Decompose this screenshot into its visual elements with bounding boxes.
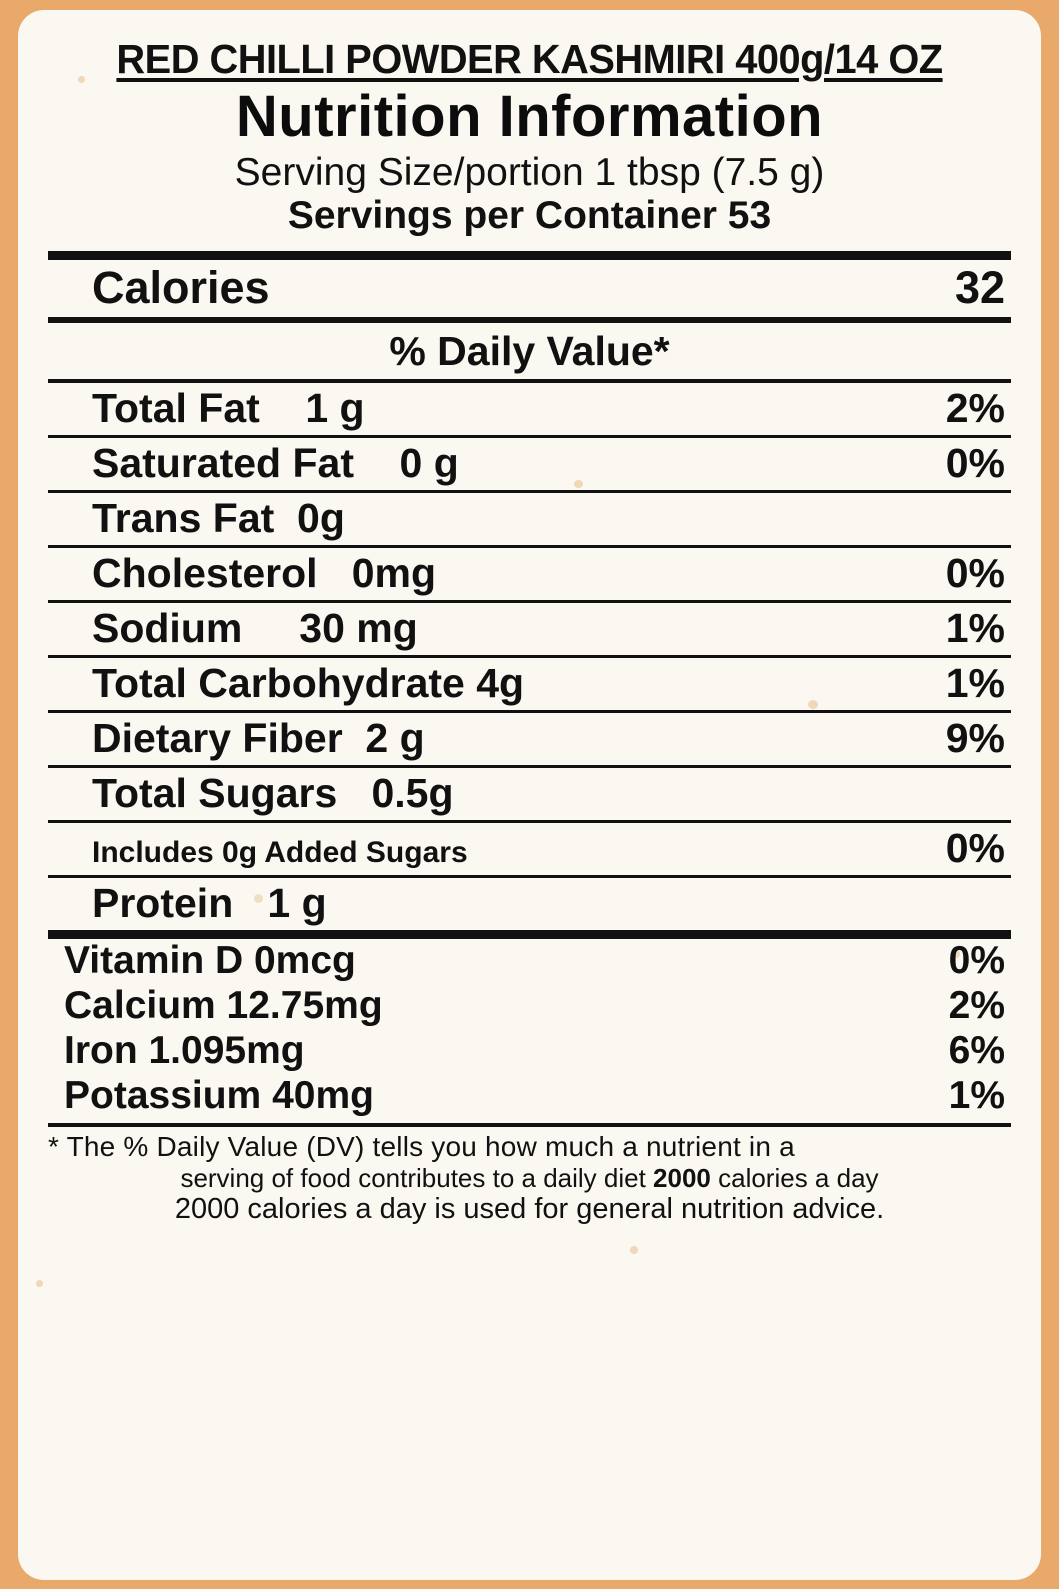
vitamin-dv: 6% [948,1028,1005,1072]
label-content [48,36,1011,1227]
vitamin-dv: 1% [948,1073,1005,1117]
serving-size-text: Serving Size/portion 1 tbsp (7.5 g) [234,150,825,194]
nutrient-name: Total Carbohydrate 4g [92,659,525,706]
nutrient-name: Cholesterol 0mg [92,549,437,596]
nutrient-dv: 1% [945,604,1005,651]
nutrient-name: Dietary Fiber 2 g [92,714,425,761]
nutrient-row-cholesterol [48,548,1011,600]
footnote-line-3: 2000 calories a day is used for general nutrition advice. [174,1193,885,1226]
nutrient-name: Sodium 30 mg [92,604,418,651]
nutrient-dv: 0% [945,549,1005,596]
nutrient-name: Protein 1 g [92,879,327,926]
product-title: RED CHILLI POWDER KASHMIRI 400g/14 OZ [116,36,943,82]
nutrient-dv: 0% [945,824,1005,871]
vitamin-name: Iron 1.095mg [64,1028,305,1072]
daily-value-header: % Daily Value* [389,327,670,374]
nutrient-row-total-fat [48,383,1011,435]
vitamin-name: Vitamin D 0mcg [64,938,356,982]
divider-thick-vitamins [48,930,1011,939]
vitamin-name: Calcium 12.75mg [64,983,383,1027]
paper-speck [630,1246,638,1254]
nutrient-row-added-sugars [48,823,1011,875]
nutrient-name: Total Fat 1 g [92,384,365,431]
nutrient-name: Total Sugars 0.5g [92,769,454,816]
panel-heading: Nutrition Information [235,84,824,149]
nutrient-dv: 1% [945,659,1005,706]
nutrition-label-card [18,10,1041,1580]
nutrient-row-dietary-fiber [48,713,1011,765]
nutrient-row-saturated-fat [48,438,1011,490]
vitamin-row-iron [48,1029,1011,1074]
nutrient-dv: 2% [945,384,1005,431]
footnote-line-2 [48,1163,1011,1193]
nutrient-row-total-carbohydrate [48,658,1011,710]
footnote-line-2-part-a: serving of food contributes to a daily diet [180,1163,654,1194]
footnote [48,1127,1011,1227]
nutrient-name: Includes 0g Added Sugars [92,835,468,869]
vitamin-row-calcium [48,984,1011,1029]
divider-thick-top [48,251,1011,260]
servings-per-container-text: Servings per Container 53 [287,193,772,237]
nutrient-name: Trans Fat 0g [92,494,345,541]
nutrient-dv: 9% [945,714,1005,761]
footnote-line-2-part-c: calories a day [710,1163,879,1194]
footnote-calories-value: 2000 [653,1163,711,1194]
footnote-line-1: * The % Daily Value (DV) tells you how much a nutrient in a [48,1130,795,1162]
paper-speck [36,1280,43,1287]
nutrient-dv: 0% [945,439,1005,486]
vitamin-dv: 2% [948,983,1005,1027]
calories-row [48,260,1011,317]
vitamin-row-potassium [48,1074,1011,1119]
calories-value: 32 [954,261,1005,313]
vitamin-row-vitamin-d [48,939,1011,984]
vitamin-dv: 0% [948,938,1005,982]
nutrient-row-sodium [48,603,1011,655]
nutrient-row-protein [48,878,1011,930]
calories-label: Calories [92,261,270,313]
nutrient-name: Saturated Fat 0 g [92,439,459,486]
vitamin-name: Potassium 40mg [64,1073,374,1117]
nutrient-row-total-sugars [48,768,1011,820]
vitamins-block [48,939,1011,1119]
nutrient-row-trans-fat [48,493,1011,545]
